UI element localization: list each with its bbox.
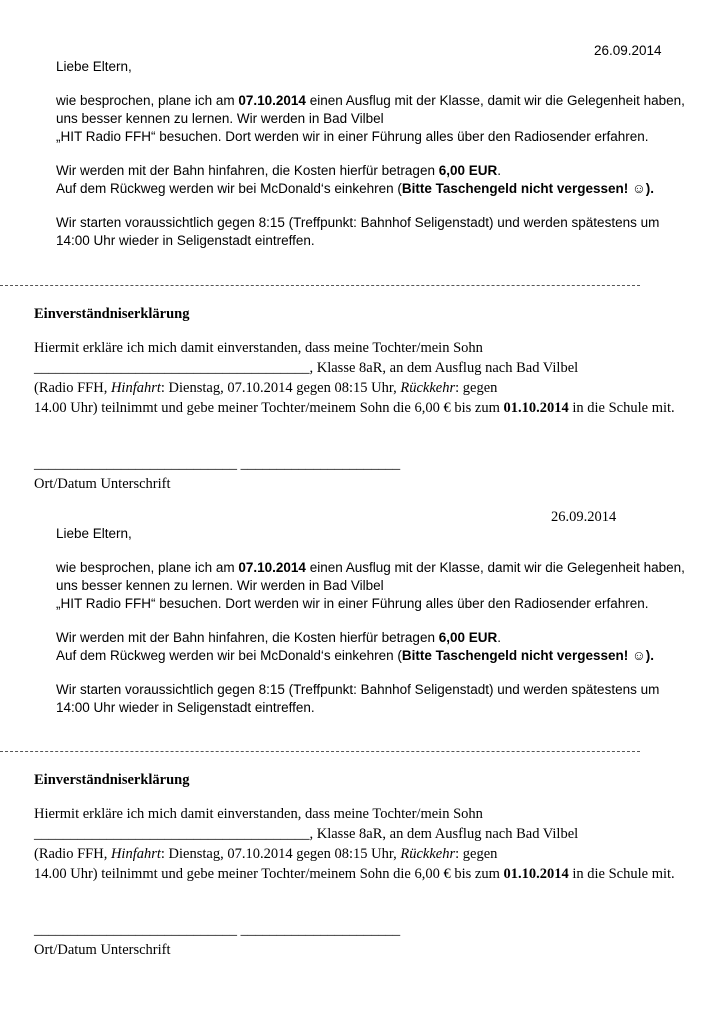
cost-amount: 6,00 EUR xyxy=(438,630,498,645)
cut-line-separator xyxy=(0,751,640,752)
letter-date: 26.09.2014 xyxy=(551,509,617,525)
cost-amount: 6,00 EUR xyxy=(438,163,498,178)
text: : Dienstag, 07.10.2014 gegen 08:15 Uhr, xyxy=(160,380,401,396)
signature-label: Ort/Datum Unterschrift xyxy=(34,942,171,958)
paragraph-trip xyxy=(56,92,696,146)
text: Hinfahrt xyxy=(110,846,161,862)
text: : gegen xyxy=(455,846,498,862)
name-blank[interactable]: ______________________________________ xyxy=(34,826,310,842)
text: „HIT Radio FFH“ besuchen. Dort werden wir in einer Führung alles über den Radiosender erfahren. xyxy=(56,596,649,611)
form-line-4 xyxy=(34,398,714,418)
text: (Radio FFH, xyxy=(34,380,111,396)
text: Hinfahrt xyxy=(110,380,161,396)
text: Wir werden mit der Bahn hinfahren, die Kosten hierfür betragen xyxy=(56,630,439,645)
text: uns besser kennen zu lernen. Wir werden in Bad Vilbel xyxy=(56,578,384,593)
signature-lines[interactable]: ____________________________ ______________________ xyxy=(34,456,401,472)
paragraph-cost xyxy=(56,629,696,665)
text: 14:00 Uhr wieder in Seligenstadt eintreffen. xyxy=(56,700,315,715)
form-line-3 xyxy=(34,378,714,398)
paragraph-cost xyxy=(56,162,696,198)
text: , Klasse 8aR, an dem Ausflug nach Bad Vilbel xyxy=(309,360,579,376)
text: (Radio FFH, xyxy=(34,846,111,862)
paragraph-schedule xyxy=(56,681,696,717)
text: : Dienstag, 07.10.2014 gegen 08:15 Uhr, xyxy=(160,846,401,862)
consent-form xyxy=(34,770,714,960)
paragraph-schedule xyxy=(56,214,696,250)
form-line-4 xyxy=(34,864,714,884)
text: einen Ausflug mit der Klasse, damit wir die Gelegenheit haben, xyxy=(305,560,685,575)
text: Rückkehr xyxy=(400,846,456,862)
form-line-1: Hiermit erkläre ich mich damit einverstanden, dass meine Tochter/mein Sohn xyxy=(34,806,483,822)
form-line-3 xyxy=(34,844,714,864)
cut-line-separator xyxy=(0,285,640,286)
form-title: Einverständniserklärung xyxy=(34,306,190,322)
text: wie besprochen, plane ich am xyxy=(56,93,239,108)
text: uns besser kennen zu lernen. Wir werden in Bad Vilbel xyxy=(56,111,384,126)
paragraph-trip xyxy=(56,559,696,613)
text: wie besprochen, plane ich am xyxy=(56,560,239,575)
trip-date: 07.10.2014 xyxy=(238,93,306,108)
letter-date: 26.09.2014 xyxy=(594,43,662,58)
text: einen Ausflug mit der Klasse, damit wir die Gelegenheit haben, xyxy=(305,93,685,108)
signature-lines[interactable]: ____________________________ ______________________ xyxy=(34,922,401,938)
text: Wir starten voraussichtlich gegen 8:15 (Treffpunkt: Bahnhof Seligenstadt) und werden spätestens um xyxy=(56,215,660,230)
text: Auf dem Rückweg werden wir bei McDonald‘s einkehren ( xyxy=(56,181,402,196)
text: 14.00 Uhr) teilnimmt und gebe meiner Tochter/meinem Sohn die 6,00 € bis zum xyxy=(34,400,504,416)
text: : gegen xyxy=(455,380,498,396)
text: in die Schule mit. xyxy=(568,400,675,416)
greeting: Liebe Eltern, xyxy=(56,526,132,541)
pocket-money-note: Bitte Taschengeld nicht vergessen! ☺). xyxy=(401,181,654,196)
consent-form xyxy=(34,304,714,494)
signature-label: Ort/Datum Unterschrift xyxy=(34,476,171,492)
trip-date: 07.10.2014 xyxy=(238,560,306,575)
form-title: Einverständniserklärung xyxy=(34,772,190,788)
form-line-2 xyxy=(34,358,714,378)
greeting: Liebe Eltern, xyxy=(56,59,132,74)
letter-body xyxy=(56,58,696,250)
text: „HIT Radio FFH“ besuchen. Dort werden wir in einer Führung alles über den Radiosender erfahren. xyxy=(56,129,649,144)
form-line-1: Hiermit erkläre ich mich damit einverstanden, dass meine Tochter/mein Sohn xyxy=(34,340,483,356)
text: in die Schule mit. xyxy=(568,866,675,882)
text: Wir starten voraussichtlich gegen 8:15 (Treffpunkt: Bahnhof Seligenstadt) und werden spätestens um xyxy=(56,682,660,697)
name-blank[interactable]: ______________________________________ xyxy=(34,360,310,376)
text: Rückkehr xyxy=(400,380,456,396)
text: 14.00 Uhr) teilnimmt und gebe meiner Tochter/meinem Sohn die 6,00 € bis zum xyxy=(34,866,504,882)
deadline-date: 01.10.2014 xyxy=(503,400,569,416)
deadline-date: 01.10.2014 xyxy=(503,866,569,882)
form-line-2 xyxy=(34,824,714,844)
text: . xyxy=(497,163,502,178)
text: 14:00 Uhr wieder in Seligenstadt eintreffen. xyxy=(56,233,315,248)
letter-body xyxy=(56,525,696,717)
text: . xyxy=(497,630,502,645)
text: Wir werden mit der Bahn hinfahren, die Kosten hierfür betragen xyxy=(56,163,439,178)
text: , Klasse 8aR, an dem Ausflug nach Bad Vilbel xyxy=(309,826,579,842)
pocket-money-note: Bitte Taschengeld nicht vergessen! ☺). xyxy=(401,648,654,663)
text: Auf dem Rückweg werden wir bei McDonald‘s einkehren ( xyxy=(56,648,402,663)
